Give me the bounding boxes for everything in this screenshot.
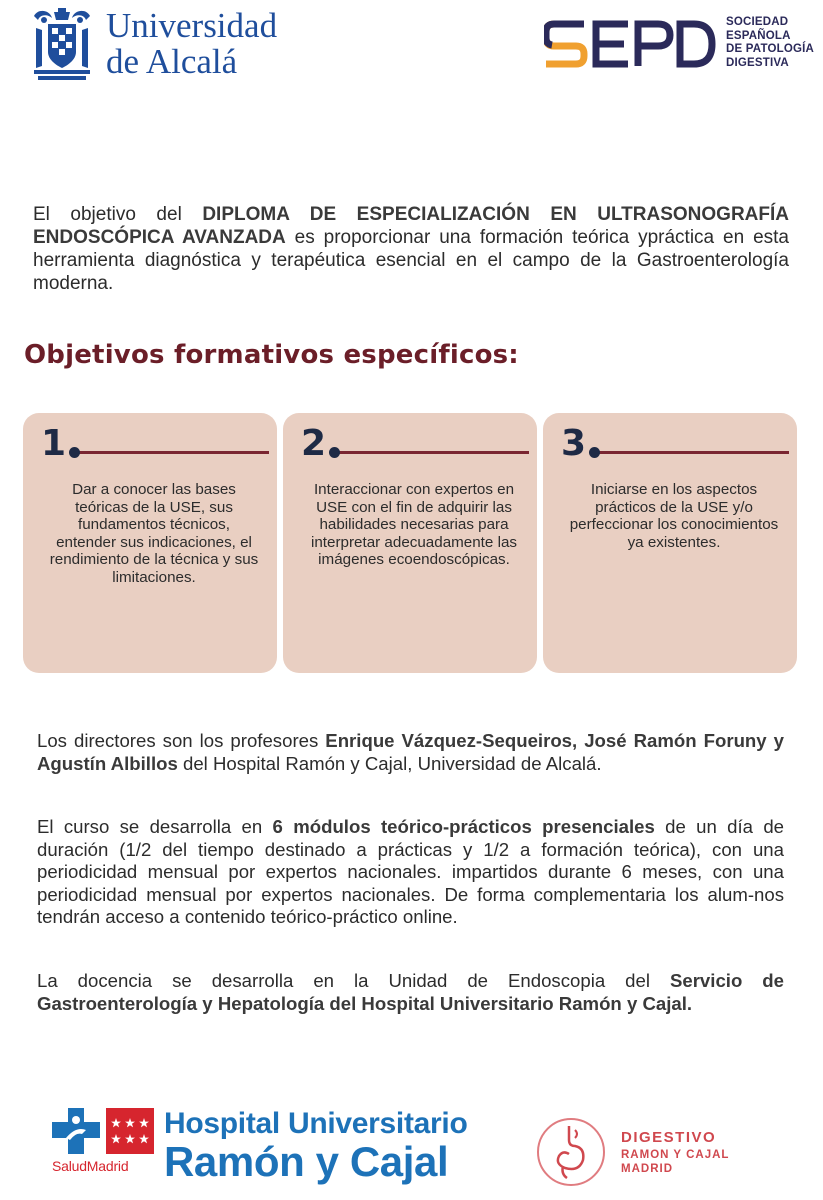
objective-card-1: [23, 413, 277, 673]
diploma-name: DIPLOMA DE ESPECIALIZACIÓN EN ULTRASONOGRAFÍA ENDOSCÓPICA AVANZADA: [33, 204, 789, 248]
section-title: Objetivos formativos específicos:: [24, 340, 519, 370]
hospital-name: [164, 1108, 467, 1184]
university-crest-icon: [28, 6, 96, 82]
intro-text-pre: El objetivo del: [33, 204, 203, 225]
card-divider: [595, 451, 789, 454]
teaching-paragraph: [37, 970, 784, 1015]
stomach-icon: [535, 1116, 607, 1188]
course-text-post: de un día de duración (1/2 del tiempo destinado a prácticas y 1/2 a formación teórica), con una periodicidad mensual por expertos nacionales. impartidos durante 6 meses, con una periodicidad mensual por expertos nacionales. De forma complementaria los alum-nos tendrán acceso a contenido teórico-práctico online.: [37, 816, 784, 928]
intro-text-post: es proporcionar una formación teórica ypráctica en esta herramienta diagnóstica y terapéutica esencial en el campo de la Gastroenterología moderna.: [33, 227, 789, 294]
card-number: 1: [41, 423, 67, 464]
directors-text-post: del Hospital Ramón y Cajal, Universidad de Alcalá.: [177, 752, 602, 774]
digestivo-line2: RAMON Y CAJAL: [621, 1149, 730, 1161]
objective-card-3: [543, 413, 797, 673]
sepd-line: DE PATOLOGÍA: [726, 43, 815, 55]
card-number: 2: [301, 423, 327, 464]
directors-names: Enrique Vázquez-Sequeiros, José Ramón Foruny y Agustín Albillos: [37, 730, 784, 774]
health-cross-icon: [52, 1108, 100, 1154]
university-line1: Universidad: [106, 6, 278, 45]
hospital-line2: Ramón y Cajal: [164, 1138, 449, 1185]
card-number: 3: [561, 423, 587, 464]
course-text-pre: El curso se desarrolla en: [37, 816, 273, 837]
university-logo: [28, 6, 277, 82]
card-dot-icon: [589, 447, 600, 458]
objective-card-2: [283, 413, 537, 673]
card-divider: [335, 451, 529, 454]
teaching-text-pre: La docencia se desarrolla en la Unidad de Endoscopia del: [37, 970, 670, 991]
digestivo-title: DIGESTIVO: [621, 1129, 717, 1146]
digestivo-name: [621, 1128, 729, 1176]
card-dot-icon: [69, 447, 80, 458]
sepd-line: ESPAÑOLA: [726, 29, 791, 42]
card-divider: [75, 451, 269, 454]
course-paragraph: [37, 816, 784, 929]
university-line2: de Alcalá: [106, 42, 238, 81]
madrid-flag-icon: [106, 1108, 154, 1154]
sepd-name: [726, 16, 814, 70]
sepd-mark-icon: [544, 16, 716, 70]
sepd-logo: [544, 16, 814, 70]
card-text: Iniciarse en los aspectos prácticos de la USE y/o perfeccionar los conocimientos ya existentes.: [569, 481, 779, 551]
sepd-line: DIGESTIVA: [726, 56, 789, 69]
hospital-logo: [52, 1108, 467, 1184]
directors-text-pre: Los directores son los profesores: [37, 730, 326, 751]
sepd-line: SOCIEDAD: [726, 16, 789, 28]
directors-paragraph: [37, 730, 784, 775]
card-dot-icon: [329, 447, 340, 458]
digestivo-line3: MADRID: [621, 1163, 673, 1175]
card-text: Interaccionar con expertos en USE con el fin de adquirir las habilidades necesarias para interpretar adecuadamente las imágenes ecoendoscópicas.: [310, 481, 517, 568]
salud-madrid-label: SaludMadrid: [52, 1158, 129, 1174]
course-modules: 6 módulos teórico-prácticos presenciales: [272, 816, 655, 837]
card-text: Dar a conocer las bases teóricas de la USE, sus fundamentos técnicos, entender sus indicaciones, el rendimiento de la técnica y sus limitaciones.: [49, 481, 259, 586]
intro-paragraph: [33, 203, 789, 295]
salud-madrid-logo: [52, 1108, 154, 1174]
digestivo-logo: [535, 1116, 729, 1188]
hospital-line1: Hospital Universitario: [164, 1107, 468, 1140]
university-name: [106, 8, 277, 80]
teaching-service: Servicio de Gastroenterología y Hepatología del Hospital Universitario Ramón y Cajal.: [37, 970, 784, 1014]
